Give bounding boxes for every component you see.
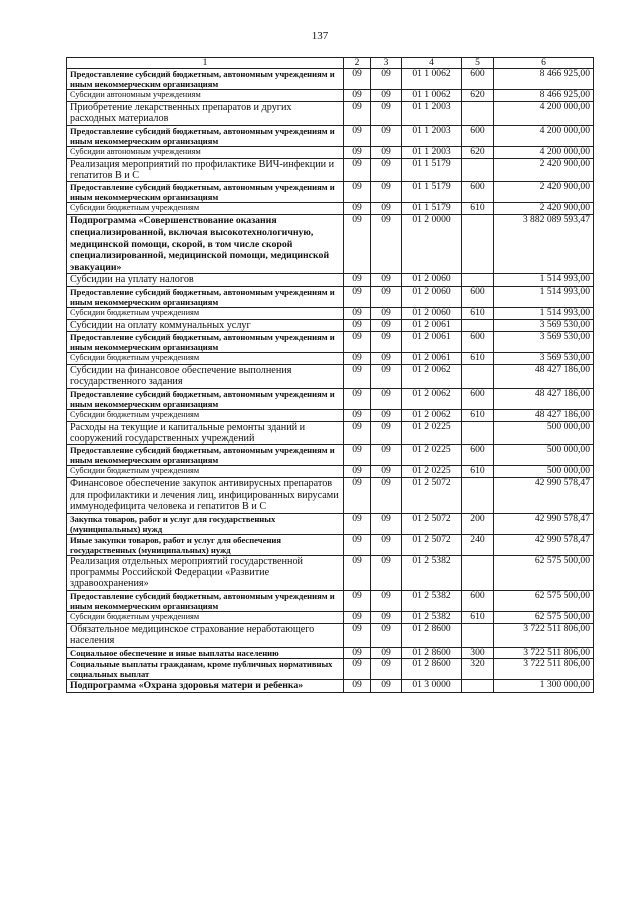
section-code: 09 xyxy=(344,513,371,534)
table-row xyxy=(67,146,594,158)
section-code: 09 xyxy=(344,555,371,590)
column-header: 4 xyxy=(402,58,462,69)
target-article-code: 01 2 5072 xyxy=(402,478,462,513)
target-article-code: 01 1 2003 xyxy=(402,101,462,125)
table-row xyxy=(67,90,594,102)
amount: 8 466 925,00 xyxy=(494,90,594,102)
expense-type-code: 610 xyxy=(462,203,494,215)
amount: 4 200 000,00 xyxy=(494,146,594,158)
section-code: 09 xyxy=(344,332,371,353)
target-article-code: 01 2 0061 xyxy=(402,319,462,331)
subsection-code: 09 xyxy=(371,332,402,353)
target-article-code: 01 2 0060 xyxy=(402,307,462,319)
amount: 4 200 000,00 xyxy=(494,125,594,146)
expense-type-code: 600 xyxy=(462,590,494,611)
expense-type-code: 600 xyxy=(462,69,494,90)
target-article-code: 01 2 5382 xyxy=(402,555,462,590)
section-code: 09 xyxy=(344,69,371,90)
table-row xyxy=(67,513,594,534)
amount: 48 427 186,00 xyxy=(494,409,594,421)
row-name: Субсидии бюджетным учреждениям xyxy=(67,307,344,319)
subsection-code: 09 xyxy=(371,203,402,215)
section-code: 09 xyxy=(344,478,371,513)
table-row xyxy=(67,409,594,421)
subsection-code: 09 xyxy=(371,215,402,274)
section-code: 09 xyxy=(344,590,371,611)
amount: 48 427 186,00 xyxy=(494,388,594,409)
section-code: 09 xyxy=(344,215,371,274)
row-name: Реализация отдельных мероприятий государственной программы Российской Федерации «Развитие здравоохранения» xyxy=(67,555,344,590)
subsection-code: 09 xyxy=(371,466,402,478)
subsection-code: 09 xyxy=(371,478,402,513)
amount: 42 990 578,47 xyxy=(494,478,594,513)
target-article-code: 01 2 0061 xyxy=(402,332,462,353)
row-name: Субсидии на финансовое обеспечение выполнения государственного задания xyxy=(67,364,344,388)
expense-type-code: 610 xyxy=(462,611,494,623)
table-row xyxy=(67,611,594,623)
section-code: 09 xyxy=(344,388,371,409)
subsection-code: 09 xyxy=(371,274,402,286)
target-article-code: 01 2 5072 xyxy=(402,534,462,555)
expense-type-code xyxy=(462,364,494,388)
subsection-code: 09 xyxy=(371,421,402,445)
target-article-code: 01 2 8600 xyxy=(402,659,462,680)
subsection-code: 09 xyxy=(371,286,402,307)
table-row xyxy=(67,466,594,478)
row-name: Закупка товаров, работ и услуг для государственных (муниципальных) нужд xyxy=(67,513,344,534)
table-row xyxy=(67,182,594,203)
subsection-code: 09 xyxy=(371,513,402,534)
column-header: 2 xyxy=(344,58,371,69)
target-article-code: 01 1 5179 xyxy=(402,158,462,182)
amount: 42 990 578,47 xyxy=(494,534,594,555)
row-name: Реализация мероприятий по профилактике ВИЧ-инфекции и гепатитов В и С xyxy=(67,158,344,182)
target-article-code: 01 1 2003 xyxy=(402,146,462,158)
expense-type-code: 620 xyxy=(462,146,494,158)
section-code: 09 xyxy=(344,319,371,331)
amount: 3 569 530,00 xyxy=(494,332,594,353)
table-body xyxy=(67,69,594,693)
expense-type-code xyxy=(462,158,494,182)
expense-type-code: 300 xyxy=(462,647,494,659)
target-article-code: 01 1 5179 xyxy=(402,203,462,215)
target-article-code: 01 2 8600 xyxy=(402,647,462,659)
section-code: 09 xyxy=(344,623,371,647)
row-name: Предоставление субсидий бюджетным, автономным учреждениям и иным некоммерческим организациям xyxy=(67,332,344,353)
row-name: Субсидии бюджетным учреждениям xyxy=(67,353,344,365)
amount: 48 427 186,00 xyxy=(494,364,594,388)
row-name: Предоставление субсидий бюджетным, автономным учреждениям и иным некоммерческим организациям xyxy=(67,69,344,90)
amount: 2 420 900,00 xyxy=(494,182,594,203)
target-article-code: 01 2 0000 xyxy=(402,215,462,274)
target-article-code: 01 2 5072 xyxy=(402,513,462,534)
expense-type-code xyxy=(462,319,494,331)
section-code: 09 xyxy=(344,647,371,659)
amount: 3 569 530,00 xyxy=(494,319,594,331)
subsection-code: 09 xyxy=(371,90,402,102)
amount: 1 514 993,00 xyxy=(494,274,594,286)
expense-type-code: 600 xyxy=(462,182,494,203)
row-name: Субсидии автономным учреждениям xyxy=(67,146,344,158)
expense-type-code: 610 xyxy=(462,307,494,319)
section-code: 09 xyxy=(344,182,371,203)
subsection-code: 09 xyxy=(371,445,402,466)
subsection-code: 09 xyxy=(371,680,402,693)
table-row xyxy=(67,623,594,647)
table-row xyxy=(67,647,594,659)
amount: 3 569 530,00 xyxy=(494,353,594,365)
amount: 3 722 511 806,00 xyxy=(494,623,594,647)
subsection-code: 09 xyxy=(371,659,402,680)
amount: 42 990 578,47 xyxy=(494,513,594,534)
budget-table xyxy=(66,57,594,693)
target-article-code: 01 2 0225 xyxy=(402,421,462,445)
row-name: Расходы на текущие и капитальные ремонты зданий и сооружений государственных учреждений xyxy=(67,421,344,445)
expense-type-code xyxy=(462,478,494,513)
section-code: 09 xyxy=(344,353,371,365)
table-row xyxy=(67,158,594,182)
amount: 62 575 500,00 xyxy=(494,555,594,590)
table-row xyxy=(67,69,594,90)
row-name: Финансовое обеспечение закупок антивирусных препаратов для профилактики и лечения лиц, инфицированных вирусами иммунодефицита человека и гепатитов В и С xyxy=(67,478,344,513)
subsection-code: 09 xyxy=(371,590,402,611)
expense-type-code: 610 xyxy=(462,466,494,478)
section-code: 09 xyxy=(344,274,371,286)
table-row xyxy=(67,590,594,611)
table-row xyxy=(67,534,594,555)
header-row xyxy=(67,58,594,69)
target-article-code: 01 2 0060 xyxy=(402,274,462,286)
table-row xyxy=(67,307,594,319)
section-code: 09 xyxy=(344,409,371,421)
target-article-code: 01 1 5179 xyxy=(402,182,462,203)
column-header: 1 xyxy=(67,58,344,69)
section-code: 09 xyxy=(344,421,371,445)
target-article-code: 01 2 0062 xyxy=(402,388,462,409)
amount: 3 722 511 806,00 xyxy=(494,647,594,659)
section-code: 09 xyxy=(344,659,371,680)
page-number: 137 xyxy=(311,30,329,42)
table-row xyxy=(67,388,594,409)
subsection-code: 09 xyxy=(371,353,402,365)
section-code: 09 xyxy=(344,466,371,478)
row-name: Субсидии бюджетным учреждениям xyxy=(67,466,344,478)
subsection-code: 09 xyxy=(371,158,402,182)
target-article-code: 01 2 5382 xyxy=(402,590,462,611)
target-article-code: 01 2 0060 xyxy=(402,286,462,307)
section-code: 09 xyxy=(344,680,371,693)
expense-type-code xyxy=(462,215,494,274)
table-row xyxy=(67,215,594,274)
amount: 1 300 000,00 xyxy=(494,680,594,693)
expense-type-code xyxy=(462,680,494,693)
target-article-code: 01 2 0062 xyxy=(402,409,462,421)
amount: 8 466 925,00 xyxy=(494,69,594,90)
expense-type-code: 240 xyxy=(462,534,494,555)
subsection-code: 09 xyxy=(371,611,402,623)
target-article-code: 01 2 0061 xyxy=(402,353,462,365)
expense-type-code xyxy=(462,555,494,590)
subsection-code: 09 xyxy=(371,182,402,203)
row-name: Социальное обеспечение и иные выплаты населению xyxy=(67,647,344,659)
section-code: 09 xyxy=(344,203,371,215)
column-header: 6 xyxy=(494,58,594,69)
expense-type-code xyxy=(462,421,494,445)
row-name: Предоставление субсидий бюджетным, автономным учреждениям и иным некоммерческим организациям xyxy=(67,182,344,203)
table-row xyxy=(67,203,594,215)
row-name: Приобретение лекарственных препаратов и других расходных материалов xyxy=(67,101,344,125)
subsection-code: 09 xyxy=(371,307,402,319)
expense-type-code xyxy=(462,274,494,286)
expense-type-code: 610 xyxy=(462,409,494,421)
amount: 2 420 900,00 xyxy=(494,203,594,215)
table-row xyxy=(67,478,594,513)
table-row xyxy=(67,274,594,286)
target-article-code: 01 1 0062 xyxy=(402,69,462,90)
row-name: Субсидии бюджетным учреждениям xyxy=(67,409,344,421)
table-row xyxy=(67,101,594,125)
expense-type-code: 610 xyxy=(462,353,494,365)
amount: 3 882 089 593,47 xyxy=(494,215,594,274)
subsection-code: 09 xyxy=(371,388,402,409)
expense-type-code: 600 xyxy=(462,332,494,353)
section-code: 09 xyxy=(344,90,371,102)
target-article-code: 01 2 5382 xyxy=(402,611,462,623)
row-name: Субсидии автономным учреждениям xyxy=(67,90,344,102)
table-row xyxy=(67,332,594,353)
subsection-code: 09 xyxy=(371,101,402,125)
subsection-code: 09 xyxy=(371,623,402,647)
target-article-code: 01 2 0062 xyxy=(402,364,462,388)
amount: 500 000,00 xyxy=(494,421,594,445)
table-row xyxy=(67,125,594,146)
amount: 62 575 500,00 xyxy=(494,590,594,611)
amount: 3 722 511 806,00 xyxy=(494,659,594,680)
table-row xyxy=(67,680,594,693)
row-name: Подпрограмма «Совершенствование оказания специализированной, включая высокотехнологичную, медицинской помощи, скорой, в том числе скорой специализированной, медицинской помощи, медицинской эвакуации» xyxy=(67,215,344,274)
table-row xyxy=(67,445,594,466)
expense-type-code: 200 xyxy=(462,513,494,534)
subsection-code: 09 xyxy=(371,409,402,421)
row-name: Субсидии на уплату налогов xyxy=(67,274,344,286)
row-name: Подпрограмма «Охрана здоровья матери и ребенка» xyxy=(67,680,344,693)
amount: 4 200 000,00 xyxy=(494,101,594,125)
expense-type-code: 600 xyxy=(462,445,494,466)
section-code: 09 xyxy=(344,146,371,158)
amount: 1 514 993,00 xyxy=(494,307,594,319)
target-article-code: 01 2 8600 xyxy=(402,623,462,647)
subsection-code: 09 xyxy=(371,125,402,146)
subsection-code: 09 xyxy=(371,146,402,158)
row-name: Субсидии бюджетным учреждениям xyxy=(67,203,344,215)
target-article-code: 01 3 0000 xyxy=(402,680,462,693)
row-name: Предоставление субсидий бюджетным, автономным учреждениям и иным некоммерческим организациям xyxy=(67,286,344,307)
section-code: 09 xyxy=(344,611,371,623)
section-code: 09 xyxy=(344,286,371,307)
target-article-code: 01 2 0225 xyxy=(402,466,462,478)
row-name: Предоставление субсидий бюджетным, автономным учреждениям и иным некоммерческим организациям xyxy=(67,125,344,146)
expense-type-code: 320 xyxy=(462,659,494,680)
subsection-code: 09 xyxy=(371,534,402,555)
amount: 1 514 993,00 xyxy=(494,286,594,307)
target-article-code: 01 1 0062 xyxy=(402,90,462,102)
amount: 500 000,00 xyxy=(494,445,594,466)
table-row xyxy=(67,555,594,590)
row-name: Субсидии на оплату коммунальных услуг xyxy=(67,319,344,331)
row-name: Обязательное медицинское страхование неработающего населения xyxy=(67,623,344,647)
row-name: Предоставление субсидий бюджетным, автономным учреждениям и иным некоммерческим организациям xyxy=(67,388,344,409)
target-article-code: 01 2 0225 xyxy=(402,445,462,466)
row-name: Предоставление субсидий бюджетным, автономным учреждениям и иным некоммерческим организациям xyxy=(67,445,344,466)
amount: 62 575 500,00 xyxy=(494,611,594,623)
subsection-code: 09 xyxy=(371,555,402,590)
section-code: 09 xyxy=(344,101,371,125)
section-code: 09 xyxy=(344,445,371,466)
expense-type-code: 600 xyxy=(462,286,494,307)
row-name: Социальные выплаты гражданам, кроме публичных нормативных социальных выплат xyxy=(67,659,344,680)
subsection-code: 09 xyxy=(371,319,402,331)
table-row xyxy=(67,353,594,365)
table-row xyxy=(67,421,594,445)
row-name: Иные закупки товаров, работ и услуг для обеспечения государственных (муниципальных) нужд xyxy=(67,534,344,555)
expense-type-code: 600 xyxy=(462,388,494,409)
section-code: 09 xyxy=(344,534,371,555)
table-row xyxy=(67,659,594,680)
table-row xyxy=(67,364,594,388)
expense-type-code: 600 xyxy=(462,125,494,146)
table-row xyxy=(67,319,594,331)
section-code: 09 xyxy=(344,307,371,319)
amount: 2 420 900,00 xyxy=(494,158,594,182)
column-header: 5 xyxy=(462,58,494,69)
section-code: 09 xyxy=(344,125,371,146)
column-header: 3 xyxy=(371,58,402,69)
table-row xyxy=(67,286,594,307)
subsection-code: 09 xyxy=(371,69,402,90)
section-code: 09 xyxy=(344,158,371,182)
target-article-code: 01 1 2003 xyxy=(402,125,462,146)
subsection-code: 09 xyxy=(371,364,402,388)
expense-type-code xyxy=(462,623,494,647)
row-name: Предоставление субсидий бюджетным, автономным учреждениям и иным некоммерческим организациям xyxy=(67,590,344,611)
row-name: Субсидии бюджетным учреждениям xyxy=(67,611,344,623)
section-code: 09 xyxy=(344,364,371,388)
subsection-code: 09 xyxy=(371,647,402,659)
expense-type-code xyxy=(462,101,494,125)
amount: 500 000,00 xyxy=(494,466,594,478)
expense-type-code: 620 xyxy=(462,90,494,102)
